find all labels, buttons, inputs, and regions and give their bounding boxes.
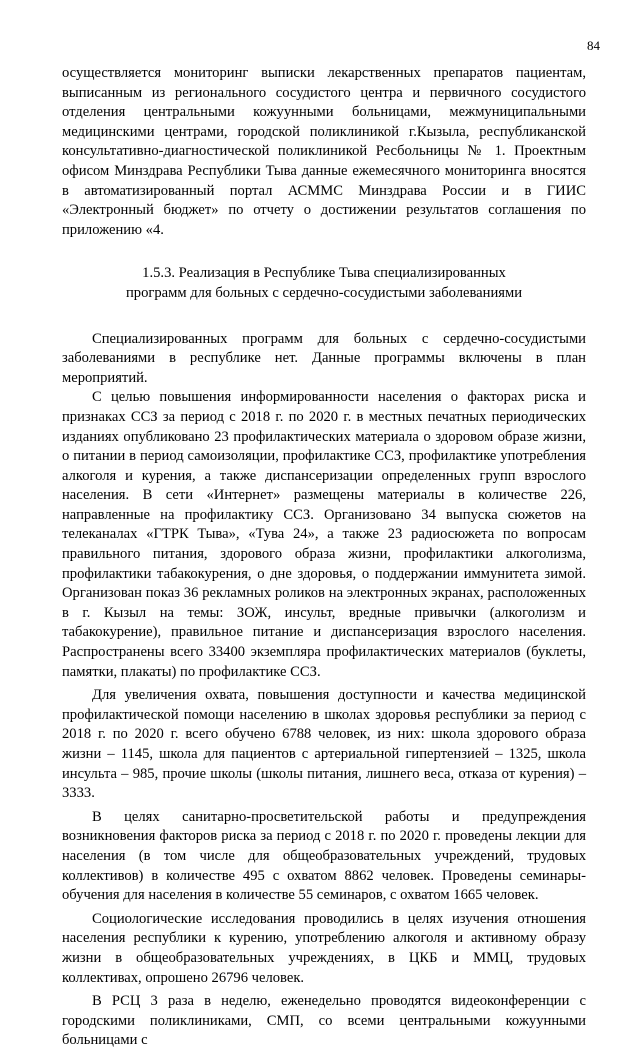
paragraph-awareness: С целью повышения информированности населения о факторах риска и признаках ССЗ за период с 2018 г. по 2020 г. в местных печатных периодических изданиях опубликовано 23 профилактических материала о здоровом образе жизни, о питании в период самоизоляции, профилактике ССЗ, профилактике употребления алкоголя и курения, а также диспансеризации определенных групп взрослого населения. В сети «Интернет» размещены материалы в количестве 226, направленные на профилактику ССЗ. Организовано 34 выпуска сюжетов на телеканалах «ГТРК Тыва», «Тува 24», а также 23 радиосюжета по вопросам правильного питания, здорового образа жизни, профилактики алкоголизма, профилактики табакокурения, о дне здоровья, о поддержании иммунитета зимой. Организован показ 36 рекламных роликов на электронных экранах, расположенных в г. Кызыл на темы: ЗОЖ, инсульт, вредные привычки (алкоголизм и табакокурение), правильное питание и диспансеризация взрослого населения. Распространены всего 33400 экземпляра профилактических материалов (буклеты, памятки, плакаты) по профилактике ССЗ. bbox=[62, 389, 586, 680]
intro-paragraph: осуществляется мониторинг выписки лекарственных препаратов пациентам, выписанным из регионального сосудистого центра и первичного сосудистого отделения центральными кожуунными больницами, межмуниципальными медицинскими центрами, городской поликлиникой г.Кызыла, республиканской консультативно-диагностической поликлиникой Ресбольницы № 1. Проектным офисом Минздрава Республики Тыва данные ежемесячного мониторинга вносятся в автоматизированный портал АСММС Минздрава России и в ГИИС «Электронный бюджет» по отчету о достижении результатов соглашения по приложению «4. bbox=[62, 65, 586, 238]
paragraph-no-programs: Специализированных программ для больных с сердечно-сосудистыми заболеваниями в республике нет. Данные программы включены в план мероприятий. bbox=[62, 330, 586, 386]
section-heading bbox=[62, 264, 586, 303]
page-number: 84 bbox=[587, 38, 600, 53]
paragraph-health-schools: Для увеличения охвата, повышения доступности и качества медицинской профилактической помощи населению в школах здоровья республики за период с 2018 г. по 2020 г. всего обучено 6788 человек, из них: школа здорового образа жизни – 1145, школа для пациентов с артериальной гипертензией – 1325, школа инсульта – 985, прочие школы (школы питания, лишнего веса, отказа от курения) – 3333. bbox=[62, 687, 586, 802]
paragraph-videoconferences: В РСЦ 3 раза в неделю, еженедельно проводятся видеоконференции с городскими поликлиниками, СМП, со всеми центральными кожуунными больницами с bbox=[62, 993, 586, 1049]
section-heading-line-2: программ для больных с сердечно-сосудистыми заболеваниями bbox=[125, 284, 523, 301]
paragraph-sociological-research: Социологические исследования проводились в целях изучения отношения населения республики к курению, употреблению алкоголя и активному образу жизни в общеобразовательных учреждениях, в ЦКБ и ММЦ, трудовых коллективах, опрошено 26796 человек. bbox=[62, 910, 586, 986]
paragraph-lectures: В целях санитарно-просветительской работы и предупреждения возникновения факторов риска за период с 2018 г. по 2020 г. проведены лекции для населения (в том числе для общеобразовательных учреждений, трудовых коллективов) в количестве 495 с охватом 8862 человек. Проведены семинары-обучения для населения в количестве 55 семинаров, с охватом 1665 человек. bbox=[62, 808, 586, 904]
section-heading-line-1: 1.5.3. Реализация в Республике Тыва специализированных bbox=[142, 265, 506, 282]
page-content bbox=[62, 64, 586, 1051]
